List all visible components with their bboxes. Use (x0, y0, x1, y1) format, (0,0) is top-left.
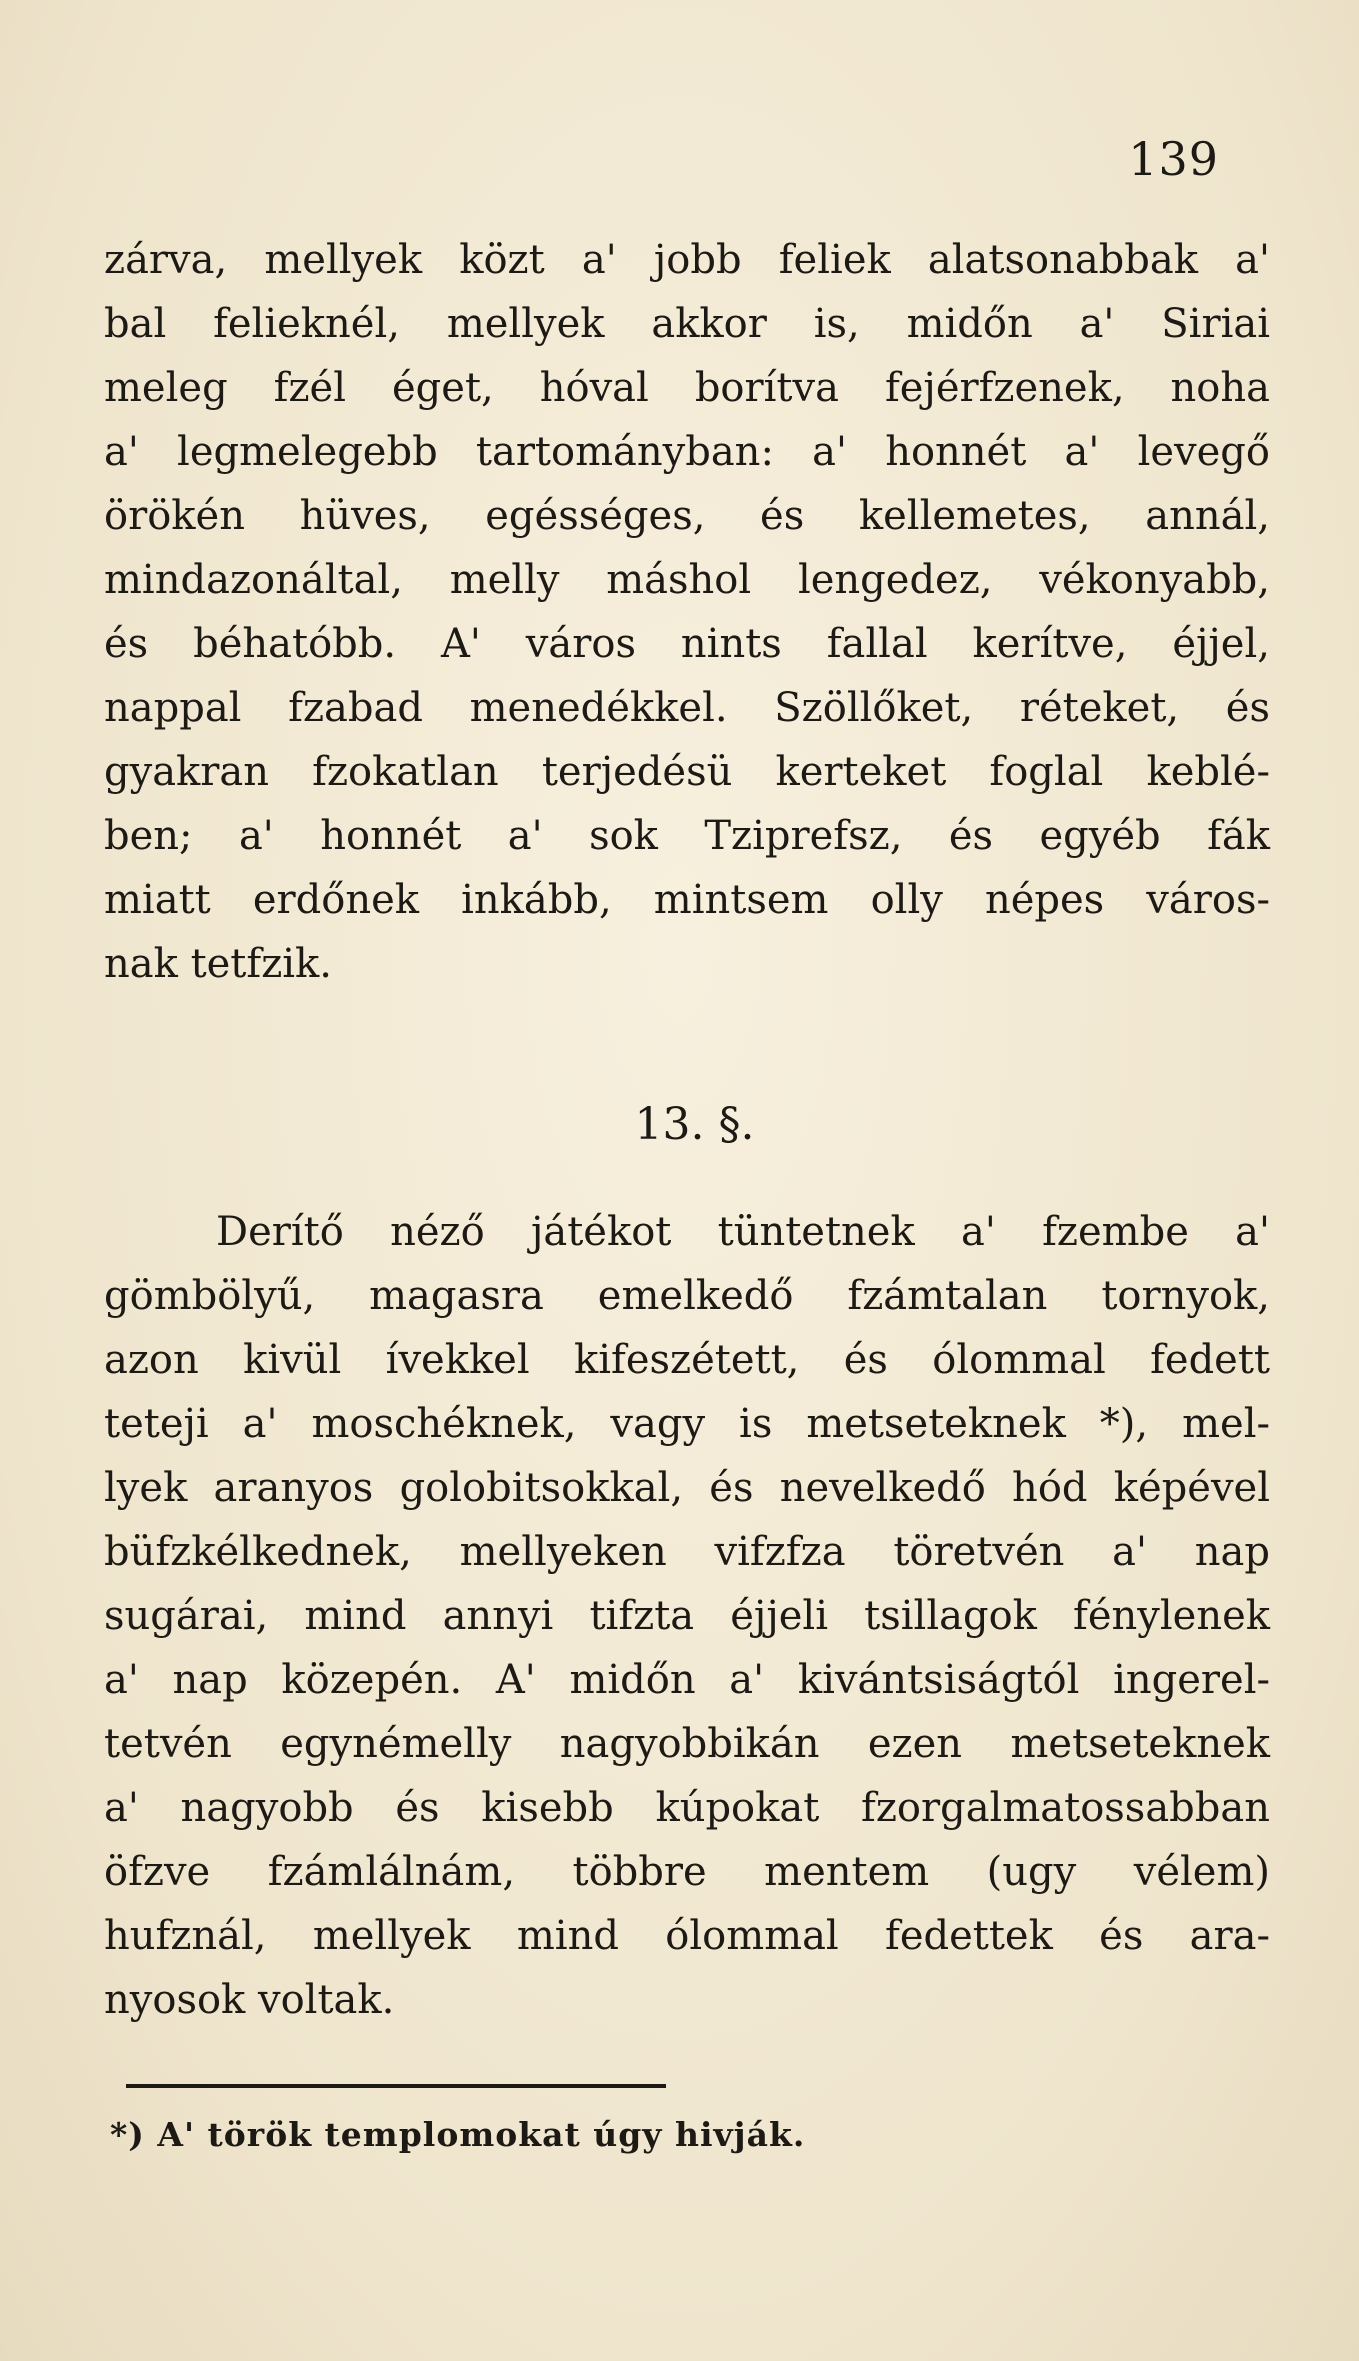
footnote-divider (126, 2084, 666, 2088)
text-line: a' nap közepén. A' midőn a' kivántsiságtól ingerel- (104, 1657, 1270, 1703)
text-line: örökén hüves, egésséges, és kellemetes, annál, (104, 493, 1270, 539)
text-line: gömbölyű, magasra emelkedő fzámtalan tornyok, (104, 1273, 1270, 1319)
text-line: hufznál, mellyek mind ólommal fedettek és ara- (104, 1913, 1270, 1959)
text-line: a' legmelegebb tartományban: a' honnét a' levegő (104, 429, 1270, 475)
text-line: zárva, mellyek közt a' jobb feliek alatsonabbak a' (104, 237, 1270, 283)
text-line: sugárai, mind annyi tifzta éjjeli tsillagok fénylenek (104, 1593, 1270, 1639)
paragraph-1 (104, 228, 1270, 996)
footnote: *) A' török templomokat úgy hivják. (110, 2115, 806, 2154)
text-line: a' nagyobb és kisebb kúpokat fzorgalmatossabban (104, 1785, 1270, 1831)
section-heading: 13. §. (634, 1099, 755, 1150)
text-line: meleg fzél éget, hóval borítva fejérfzenek, noha (104, 365, 1270, 411)
page-number: 139 (1128, 132, 1219, 186)
text-line: azon kivül ívekkel kifeszétett, és ólommal fedett (104, 1337, 1270, 1383)
text-line: lyek aranyos golobitsokkal, és nevelkedő hód képével (104, 1465, 1270, 1511)
text-line: gyakran fzokatlan terjedésü kerteket foglal keblé- (104, 749, 1270, 795)
text-line: öfzve fzámlálnám, többre mentem (ugy vélem) (104, 1849, 1270, 1895)
text-line: és béhatóbb. A' város nints fallal kerítve, éjjel, (104, 621, 1270, 667)
text-line: nak tetfzik. (104, 941, 333, 987)
text-line: miatt erdőnek inkább, mintsem olly népes város- (104, 877, 1270, 923)
text-line: Derítő néző játékot tüntetnek a' fzembe a' (216, 1209, 1270, 1255)
text-line: nappal fzabad menedékkel. Szöllőket, réteket, és (104, 685, 1270, 731)
text-line: teteji a' moschéknek, vagy is metseteknek *), mel- (104, 1401, 1270, 1447)
text-line: ben; a' honnét a' sok Tziprefsz, és egyéb fák (104, 813, 1270, 859)
text-line: nyosok voltak. (104, 1977, 395, 2023)
text-line: büfzkélkednek, mellyeken vifzfza töretvén a' nap (104, 1529, 1270, 1575)
text-line: bal felieknél, mellyek akkor is, midőn a' Siriai (104, 301, 1270, 347)
text-line: mindazonáltal, melly máshol lengedez, vékonyabb, (104, 557, 1270, 603)
paragraph-2 (104, 1200, 1270, 2032)
text-line: tetvén egynémelly nagyobbikán ezen metseteknek (104, 1721, 1270, 1767)
